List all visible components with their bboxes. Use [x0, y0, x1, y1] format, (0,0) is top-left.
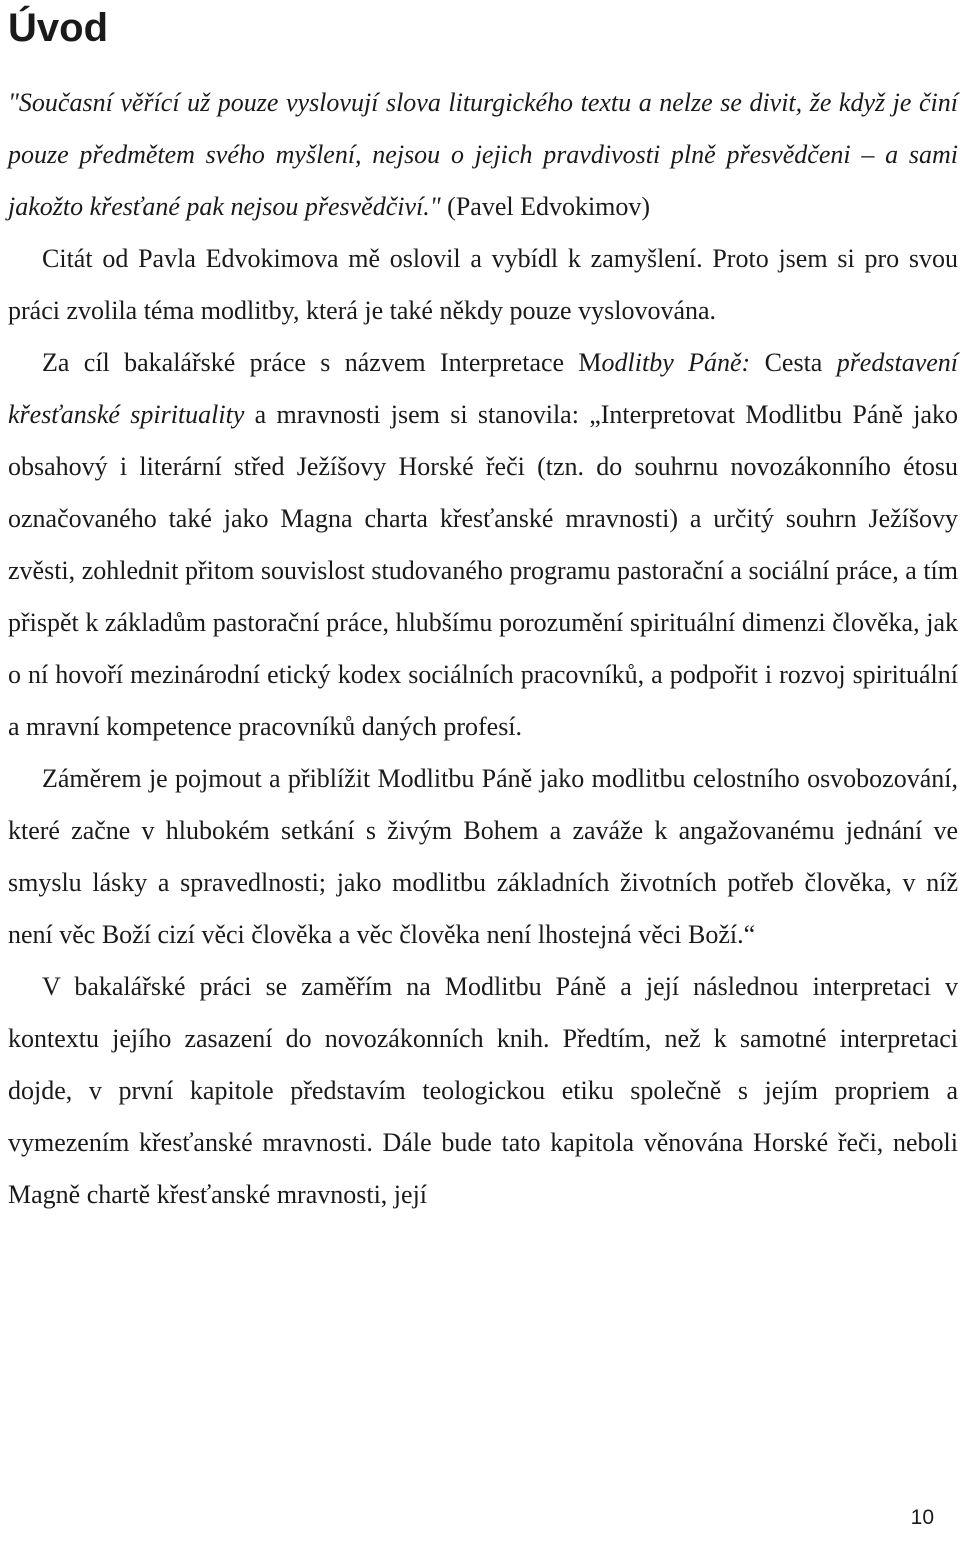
thesis-title-part-2: Cesta	[764, 348, 837, 377]
section-heading: Úvod	[8, 6, 108, 50]
epigraph-quote: "Současní věřící už pouze vyslovují slova liturgického textu a nelze se divit, že když je činí pouze předmětem svého myšlení, nejsou o jejich pravdivosti plně přesvědčeni – a sami jakožto křesťané pak nejsou přesvědčiví."	[8, 88, 958, 221]
paragraph-4: V bakalářské práci se zaměřím na Modlitbu Páně a její následnou interpretaci v kontextu jejího zasazení do novozákonních knih. Předtím, než k samotné interpretaci dojde, v první kapitole představím teologickou etiku společně s jejím propriem a vymezením křesťanské mravnosti. Dále bude tato kapitola věnována Horské řeči, neboli Magně chartě křesťanské mravnosti, její	[8, 972, 958, 1209]
thesis-title-part-3: představení křesťanské spirituality	[8, 348, 958, 429]
paragraph-2-end: a mravnosti jsem si stanovila: „Interpretovat Modlitbu Páně jako obsahový i literární střed Ježíšovy Horské řeči (tzn. do souhrnu novozákonního étosu označovaného také jako Magna charta křesťanské mravnosti) a určitý souhrn Ježíšovy zvěsti, zohlednit přitom souvislost studovaného programu pastorační a sociální práce, a tím přispět k základům pastorační práce, hlubšímu porozumění spirituální dimenzi člověka, jak o ní hovoří mezinárodní etický kodex sociálních pracovníků, a podpořit i rozvoj spirituální a mravní kompetence pracovníků daných profesí.	[8, 400, 959, 741]
body-text	[8, 77, 958, 1221]
paragraph-1: Citát od Pavla Edvokimova mě oslovil a vybídl k zamyšlení. Proto jsem si pro svou práci zvolila téma modlitby, která je také někdy pouze vyslovována.	[8, 244, 958, 325]
paragraph-2-start: Za cíl bakalářské práce s názvem Interpretace M	[42, 348, 602, 377]
paragraph-3: Záměrem je pojmout a přiblížit Modlitbu Páně jako modlitbu celostního osvobozování, které začne v hlubokém setkání s živým Bohem a zaváže k angažovanému jednání ve smyslu lásky a spravedlnosti; jako modlitbu základních životních potřeb člověka, v níž není věc Boží cizí věci člověka a věc člověka není lhostejná věci Boží.“	[8, 764, 958, 949]
page-number: 10	[910, 1506, 934, 1529]
epigraph	[8, 77, 958, 233]
thesis-title-part-1: odlitby Páně:	[601, 348, 765, 377]
paragraph-2	[8, 337, 958, 753]
epigraph-attribution: (Pavel Edvokimov)	[447, 192, 651, 221]
